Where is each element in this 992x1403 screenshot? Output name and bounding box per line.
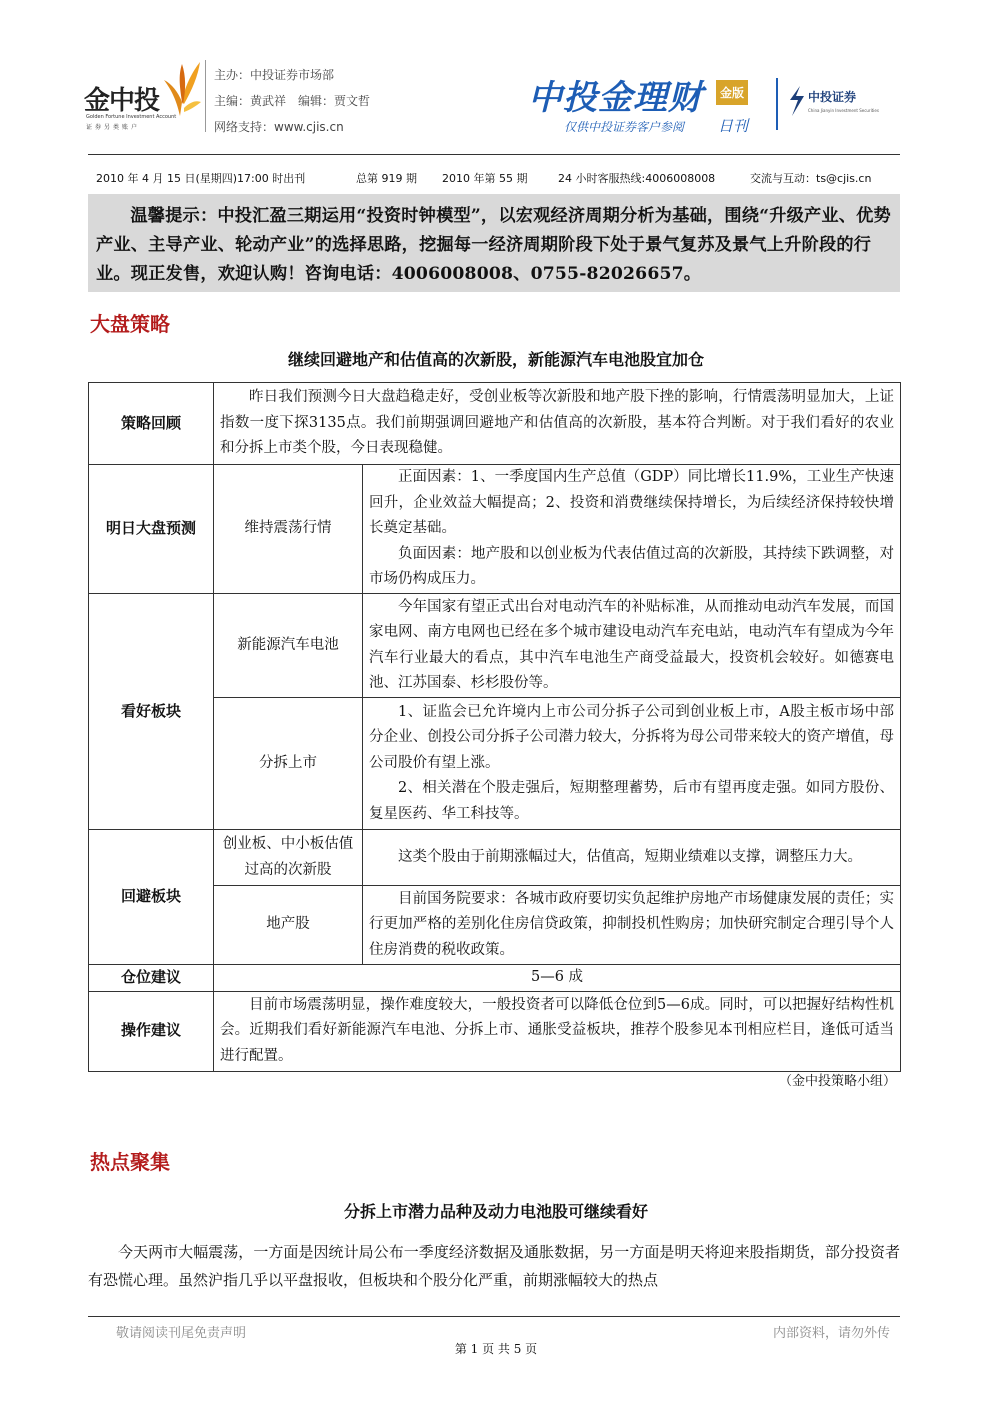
table-row-position: [89, 965, 901, 992]
avoid1-name: 创业板、中小板估值过高的次新股: [214, 830, 363, 886]
notice-text: 温馨提示：中投汇盈三期运用“投资时钟模型”，以宏观经济周期分析为基础，围绕“升级产业、优势产业、主导产业、轮动产业”的选择思路，挖掘每一经济周期阶段下处于景气复苏及景气上升阶段的行业。现正发售，欢迎认购！咨询电话：4006008008、0755-82026657。: [96, 206, 891, 284]
favor1-name: 新能源汽车电池: [214, 594, 363, 698]
host-line: 主办：中投证券市场部: [214, 68, 335, 82]
page-number: 第 1 页 共 5 页: [454, 1342, 538, 1356]
table-row-favor-1: [89, 594, 901, 698]
position-value: 5—6 成: [214, 965, 901, 992]
forecast-cell: [363, 465, 901, 594]
favor-label: 看好板块: [89, 594, 214, 830]
brand-title: 中投金理财: [528, 78, 703, 118]
right-logo-sub: China Jianyin Investment Securities: [808, 108, 879, 113]
section2-body: 今天两市大幅震荡，一方面是因统计局公布一季度经济数据及通胀数据，另一方面是明天将迎来股指期货，部分投资者有恐慌心理。虽然沪指几乎以平盘报收，但板块和个股分化严重，前期涨幅较大的热点: [88, 1243, 900, 1289]
table-row-review: [89, 383, 901, 465]
avoid1-cell: [363, 830, 901, 886]
avoid2-name: 地产股: [214, 886, 363, 965]
issue-total: 总第 919 期: [356, 172, 417, 185]
footer-rule: [88, 1316, 900, 1317]
favor2-name: 分拆上市: [214, 698, 363, 830]
right-logo-name: 中投证券: [808, 90, 857, 104]
brand-daily: 日刊: [718, 117, 749, 135]
strategy-table: [88, 382, 901, 1072]
footer-disclaimer-note: 敬请阅读刊尾免责声明: [116, 1326, 247, 1341]
section2-title: 分拆上市潜力品种及动力电池股可继续看好: [343, 1202, 648, 1221]
forecast-label: 明日大盘预测: [89, 465, 214, 594]
logo-sub-cn: 证券另类账户: [86, 124, 141, 131]
favor2-cell: [363, 698, 901, 830]
table-row-avoid-1: [89, 830, 901, 886]
section1-title: 继续回避地产和估值高的次新股，新能源汽车电池股宜加仓: [287, 350, 704, 369]
header-rule: [88, 154, 900, 155]
operation-text: 目前市场震荡明显，操作难度较大，一般投资者可以降低仓位到5—6成。同时，可以把握好结构性机会。近期我们看好新能源汽车电池、分拆上市、通胀受益板块，推荐个股参见本刊相应栏目，逢低可适当进行配置。: [220, 996, 894, 1064]
logo-jinzhongtou: [84, 58, 202, 130]
operation-label: 操作建议: [89, 991, 214, 1071]
issue-date: 2010 年 4 月 15 日(星期四)17:00 时出刊: [96, 172, 306, 185]
forecast-negative: 负面因素：地产股和以创业板为代表估值过高的次新股，其持续下跌调整，对市场仍构成压力。: [369, 545, 894, 588]
butterfly-logo-icon: [162, 58, 202, 118]
header-divider: [205, 60, 206, 132]
avoid2-text: 目前国务院要求：各城市政府要切实负起维护房地产市场健康发展的责任；实行更加严格的差别化住房信贷政策，抑制投机性购房；加快研究制定合理引导个人住房消费的税收政策。: [369, 890, 894, 958]
review-cell: [214, 383, 901, 465]
contact-email: 交流与互动：ts@cjis.cn: [750, 172, 872, 185]
review-text: 昨日我们预测今日大盘趋稳走好，受创业板等次新股和地产股下挫的影响，行情震荡明显加大，上证指数一度下探3135点。我们前期强调回避地产和估值高的次新股，基本符合判断。对于我们看好的农业和分拆上市类个股，今日表现稳健。: [220, 389, 894, 457]
issue-year: 2010 年第 55 期: [442, 172, 528, 185]
editor-line: 主编：黄武祥 编辑：贾文哲: [214, 94, 371, 108]
brand-subtitle: 仅供中投证券客户参阅: [564, 120, 685, 134]
logo-name: 金中投: [84, 86, 160, 116]
position-label: 仓位建议: [89, 965, 214, 992]
section-head-hot-topics: 热点聚集: [90, 1150, 170, 1174]
favor2-text-2: 2、相关潜在个股走强后，短期整理蓄势，后市有望再度走强。如同方股份、复星医药、华工科技等。: [369, 780, 894, 822]
operation-cell: [214, 991, 901, 1071]
review-label: 策略回顾: [89, 383, 214, 465]
web-line: 网络支持：www.cjis.cn: [214, 120, 344, 134]
brand-divider: [776, 78, 778, 130]
favor1-text: 今年国家有望正式出台对电动汽车的补贴标准，从而推动电动汽车发展，而国家电网、南方电网也已经在多个城市建设电动汽车充电站，电动汽车有望成为今年汽车行业最大的看点，其中汽车电池生产商受益最大，投资机会较好。如德赛电池、江苏国泰、杉杉股份等。: [369, 598, 894, 691]
brand-badge: 金版: [716, 80, 748, 105]
forecast-view: 维持震荡行情: [214, 465, 363, 594]
section-head-market-strategy: 大盘策略: [90, 312, 170, 336]
hotline: 24 小时客服热线:4006008008: [558, 172, 716, 185]
logo-sub-en: Golden Fortune Investment Account: [86, 114, 177, 120]
avoid-label: 回避板块: [89, 830, 214, 965]
avoid2-cell: [363, 886, 901, 965]
notice-box: [88, 194, 900, 292]
zhongtou-securities-logo-icon: [786, 84, 806, 118]
favor1-cell: [363, 594, 901, 698]
favor2-text-1: 1、证监会已允许境内上市公司分拆子公司到创业板上市，A股主板市场中部分企业、创投公司分拆子公司潜力较大，分拆将为母公司带来较大的资产增值，母公司股价有望上涨。: [369, 703, 894, 771]
table-row-operation: [89, 991, 901, 1071]
forecast-positive: 正面因素：1、一季度国内生产总值（GDP）同比增长11.9%，工业生产快速回升，企业效益大幅提高；2、投资和消费继续保持增长，为后续经济保持较快增长奠定基础。: [369, 469, 894, 537]
footer-internal-note: 内部资料，请勿外传: [772, 1326, 890, 1341]
table-row-forecast: [89, 465, 901, 594]
credit-line: （金中投策略小组）: [778, 1074, 896, 1089]
avoid1-text: 这类个股由于前期涨幅过大，估值高，短期业绩难以支撑，调整压力大。: [398, 848, 862, 865]
